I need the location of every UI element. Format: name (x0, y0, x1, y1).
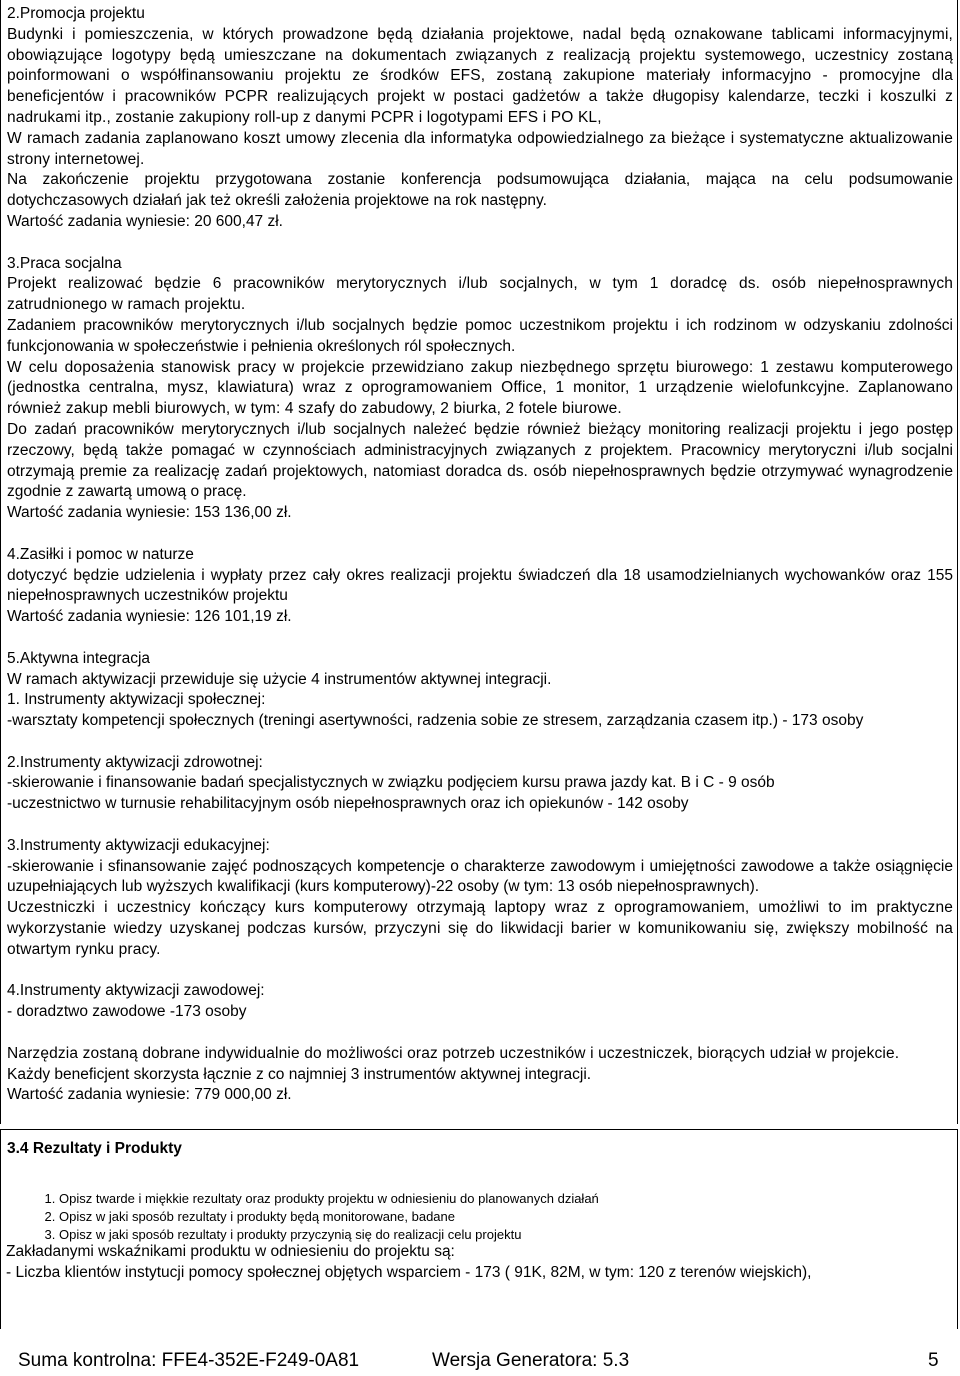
section-heading: 3.Praca socjalna (7, 254, 122, 272)
paragraph: Zakładanymi wskaźnikami produktu w odniesieniu do projektu są: (6, 1243, 455, 1260)
instrument-line: -warsztaty kompetencji społecznych (treningi asertywności, radzenia sobie ze stresem, zarządzania czasem itp.) - 173 osoby (7, 712, 864, 730)
paragraph: dotyczyć będzie udzielenia i wypłaty przez cały okres realizacji projektu świadczeń dla 18 usamodzielnianych wychowanków oraz 155 niepełnosprawnych uczestników projektu (7, 566, 953, 605)
task-value: Wartość zadania wyniesie: 20 600,47 zł. (7, 212, 283, 230)
instrument-line: -skierowanie i finansowanie badań specjalistycznych w związku podjęciem kursu prawa jazdy kat. B i C - 9 osób (7, 774, 775, 792)
paragraph: Do zadań pracowników merytorycznych i/lub socjalnych należeć będzie również bieżący monitoring realizacji projektu i jego postęp rzeczowy, będą także pomagać w czynnościach administracyjnych związanych z projektem. Pracownicy merytoryczni i/lub socjalni otrzymają premie za realizację zadań projektowych, natomiast doradca ds. osób niepełnosprawnych będzie otrzymywać wynagrodzenie zgodnie z zawartą umową o pracę. (7, 420, 953, 501)
paragraph: W celu doposażenia stanowisk pracy w projekcie przewidziano zakup niezbędnego sprzętu biurowego: 1 zestawu komputerowego (jednostka centralna, mysz, klawiatura) wraz z oprogramowaniem Office, 1 monitor, 1 urządzenie wielofunkcyjne. Zaplanowano również zakup mebli biurowych, w tym: 4 szafy do zabudowy, 2 biurka, 2 fotele biurowe. (7, 358, 953, 418)
task-value: Wartość zadania wyniesie: 153 136,00 zł. (7, 504, 292, 522)
checksum-text: Suma kontrolna: FFE4-352E-F249-0A81 (18, 1350, 360, 1371)
instrument-line: -uczestnictwo w turnusie rehabilitacyjnym osób niepełnosprawnych oraz ich opiekunów - 142 osoby (7, 795, 689, 813)
instrument-line: Uczestniczki i uczestnicy kończący kurs komputerowy otrzymają laptopy wraz z oprogramowaniem, umożliwi to im praktyczne wykorzystanie wiedzy uzyskanej podczas kursów, przyczyni się do likwidacji barier w komunikowaniu się, zwiększy mobilność na otwartym rynku pracy. (7, 899, 953, 958)
instrument-line: - doradztwo zawodowe -173 osoby (7, 1003, 247, 1021)
list-item: 3. Opisz w jaki sposób rezultaty i produkty przyczynią się do realizacji celu projektu (59, 1226, 599, 1244)
paragraph: W ramach zadania zaplanowano koszt umowy zlecenia dla informatyka odpowiedzialnego za bieżące i systematyczne aktualizowanie strony internetowej. (7, 129, 953, 168)
paragraph: Narzędzia zostaną dobrane indywidualnie do możliwości oraz potrzeb uczestników i uczestniczek, biorących udział w projekcie. (7, 1044, 900, 1062)
instrument-title: 3.Instrumenty aktywizacji edukacyjnej: (7, 836, 270, 854)
paragraph: Budynki i pomieszczenia, w których prowadzone będą działania projektowe, nadal będą oznakowane tablicami informacyjnymi, obowiązujące logotypy będą umieszczane na dokumentach związanych z realizacją projektu systemowego, uczestnicy zostaną poinformowani o współfinansowaniu projektu ze środków EFS, zostaną zakupione materiały informacyjno - promocyjne dla beneficjentów i pracowników PCPR realizujących projekt w postaci gadżetów a także długopisy kalendarze, teczki i koszulki z nadrukami itp., zostanie zakupiony roll-up z danymi PCPR i logotypami EFS i PO KL, (7, 25, 953, 126)
paragraph: W ramach aktywizacji przewiduje się użycie 4 instrumentów aktywnej integracji. (7, 670, 552, 688)
task-value: Wartość zadania wyniesie: 779 000,00 zł. (7, 1086, 292, 1104)
section-heading: 3.4 Rezultaty i Produkty (7, 1140, 182, 1157)
page-number: 5 (928, 1350, 939, 1371)
task-value: Wartość zadania wyniesie: 126 101,19 zł. (7, 608, 292, 626)
indicator-line: - Liczba klientów instytucji pomocy społecznej objętych wsparciem - 173 ( 91K, 82M, w tym: 120 z terenów wiejskich), (6, 1263, 812, 1281)
generator-version: Wersja Generatora: 5.3 (432, 1350, 630, 1371)
instrument-line: -skierowanie i sfinansowanie zajęć podnoszących kompetencje o charakterze zawodowym i umiejętności zawodowe a także osiągnięcie uzupełniających lub wyższych kwalifikacji (kurs komputerowy)-22 osoby (w tym: 13 osób niepełnosprawnych). (7, 857, 953, 896)
section-heading: 4.Zasiłki i pomoc w naturze (7, 545, 194, 563)
list-item: 2. Opisz w jaki sposób rezultaty i produkty będą monitorowane, badane (59, 1208, 599, 1226)
section-heading: 2.Promocja projektu (7, 5, 145, 22)
paragraph: Zadaniem pracowników merytorycznych i/lub socjalnych będzie pomoc uczestnikom projektu i ich rodzinom w odzyskaniu zdolności funkcjonowania w społeczeństwie i pełnienia określonych ról społecznych. (7, 316, 953, 355)
paragraph: Na zakończenie projektu przygotowana zostanie konferencja podsumowująca działania, mająca na celu podsumowanie dotychczasowych działań jak też określi założenia projektowe na rok następny. (7, 171, 953, 210)
results-section-frame (0, 1129, 958, 1329)
instrument-title: 1. Instrumenty aktywizacji społecznej: (7, 691, 266, 709)
indicators-text (6, 1242, 811, 1284)
section-heading: 5.Aktywna integracja (7, 649, 151, 667)
paragraph: Każdy beneficjent skorzysta łącznie z co najmniej 3 instrumentów aktywnej integracji. (7, 1065, 592, 1083)
list-item: 1. Opisz twarde i miękkie rezultaty oraz produkty projektu w odniesieniu do planowanych działań (59, 1190, 599, 1208)
document-body (7, 4, 953, 1106)
instrument-title: 4.Instrumenty aktywizacji zawodowej: (7, 982, 265, 1000)
paragraph: Projekt realizować będzie 6 pracowników merytorycznych i/lub socjalnych, w tym 1 doradcę ds. osób niepełnosprawnych zatrudnionego w ramach projektu. (7, 275, 953, 314)
instructions-list (41, 1190, 599, 1244)
instrument-title: 2.Instrumenty aktywizacji zdrowotnej: (7, 753, 263, 771)
